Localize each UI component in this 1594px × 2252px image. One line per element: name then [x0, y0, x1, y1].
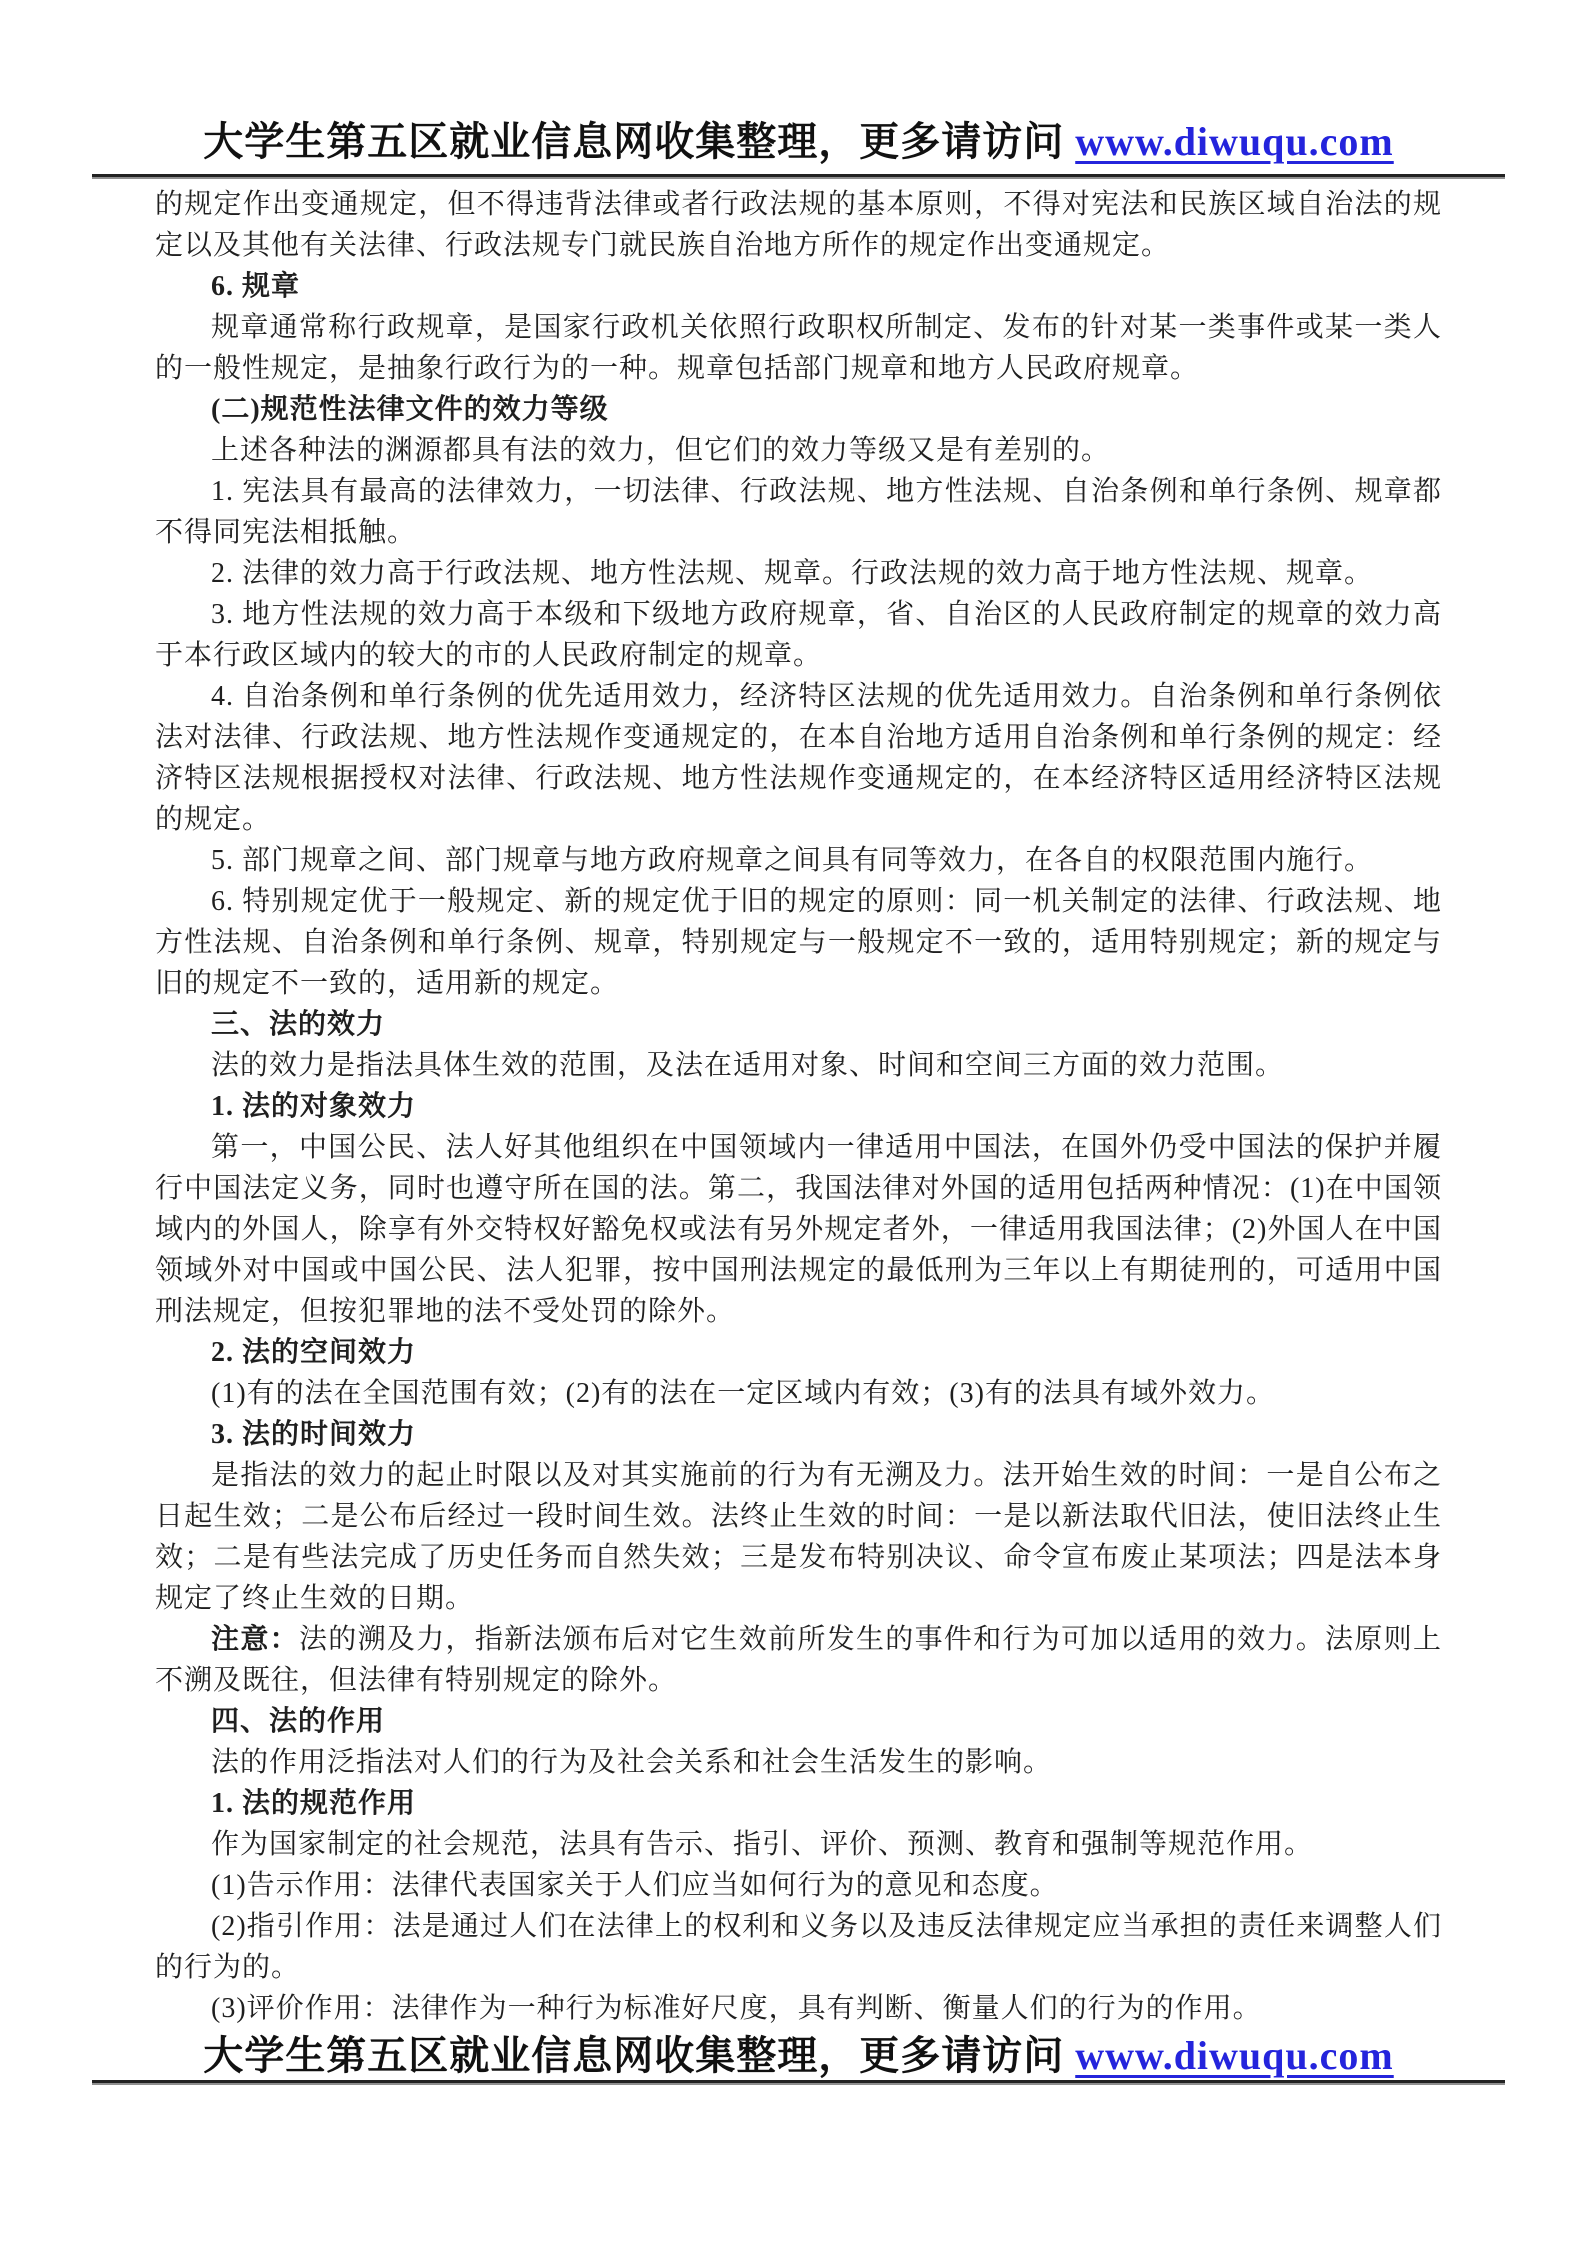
paragraph: (3)评价作用：法律作为一种行为标准好尺度，具有判断、衡量人们的行为的作用。 — [211, 1993, 1262, 2024]
paragraph: 上述各种法的渊源都具有法的效力，但它们的效力等级又是有差别的。 — [211, 435, 1111, 466]
section-heading: 3. 法的时间效力 — [211, 1419, 417, 1450]
section-heading: 6. 规章 — [211, 271, 301, 302]
paragraph: 1. 宪法具有最高的法律效力，一切法律、行政法规、地方性法规、自治条例和单行条例、规章都不得同宪法相抵触。 — [155, 476, 1442, 548]
section-heading: 1. 法的对象效力 — [211, 1091, 417, 1122]
footer-divider — [92, 2080, 1505, 2085]
footer-banner — [92, 2024, 1505, 2081]
paragraph: 规章通常称行政规章，是国家行政机关依照行政职权所制定、发布的针对某一类事件或某一类人的一般性规定，是抽象行政行为的一种。规章包括部门规章和地方人民政府规章。 — [155, 312, 1442, 384]
paragraph: 4. 自治条例和单行条例的优先适用效力，经济特区法规的优先适用效力。自治条例和单行条例依法对法律、行政法规、地方性法规作变通规定的，在本自治地方适用自治条例和单行条例的规定：经济特区法规根据授权对法律、行政法规、地方性法规作变通规定的，在本经济特区适用经济特区法规的规定。 — [155, 681, 1442, 835]
paragraph: (1)有的法在全国范围有效；(2)有的法在一定区域内有效；(3)有的法具有域外效力。 — [211, 1378, 1275, 1409]
section-heading: (二)规范性法律文件的效力等级 — [211, 394, 609, 425]
document-body — [155, 184, 1442, 2029]
paragraph: 5. 部门规章之间、部门规章与地方政府规章之间具有同等效力，在各自的权限范围内施行。 — [211, 845, 1374, 876]
header-banner — [92, 110, 1505, 167]
paragraph: 的规定作出变通规定，但不得违背法律或者行政法规的基本原则，不得对宪法和民族区域自治法的规定以及其他有关法律、行政法规专门就民族自治地方所作的规定作出变通规定。 — [155, 189, 1442, 261]
paragraph: 2. 法律的效力高于行政法规、地方性法规、规章。行政法规的效力高于地方性法规、规章。 — [211, 558, 1374, 589]
paragraph: (1)告示作用：法律代表国家关于人们应当如何行为的意见和态度。 — [211, 1870, 1059, 1901]
section-heading: 三、法的效力 — [211, 1009, 386, 1040]
section-heading: 1. 法的规范作用 — [211, 1788, 417, 1819]
section-heading: 2. 法的空间效力 — [211, 1337, 417, 1368]
paragraph: 注意：法的溯及力，指新法颁布后对它生效前所发生的事件和行为可加以适用的效力。法原则上不溯及既往，但法律有特别规定的除外。 — [155, 1624, 1442, 1696]
header-site-link[interactable]: www.diwuqu.com — [1075, 119, 1394, 164]
paragraph: 第一，中国公民、法人好其他组织在中国领域内一律适用中国法，在国外仍受中国法的保护并履行中国法定义务，同时也遵守所在国的法。第二，我国法律对外国的适用包括两种情况：(1)在中国领域内的外国人，除享有外交特权好豁免权或法有另外规定者外，一律适用我国法律；(2)外国人在中国领域外对中国或中国公民、法人犯罪，按中国刑法规定的最低刑为三年以上有期徒刑的，可适用中国刑法规定，但按犯罪地的法不受处罚的除外。 — [155, 1132, 1442, 1327]
paragraph: 作为国家制定的社会规范，法具有告示、指引、评价、预测、教育和强制等规范作用。 — [211, 1829, 1314, 1860]
header-divider — [92, 174, 1505, 179]
paragraph: 3. 地方性法规的效力高于本级和下级地方政府规章，省、自治区的人民政府制定的规章的效力高于本行政区域内的较大的市的人民政府制定的规章。 — [155, 599, 1442, 671]
paragraph: 法的作用泛指法对人们的行为及社会关系和社会生活发生的影响。 — [211, 1747, 1053, 1778]
paragraph-lead: 注意： — [211, 1624, 299, 1655]
footer-site-link[interactable]: www.diwuqu.com — [1075, 2033, 1394, 2078]
paragraph: (2)指引作用：法是通过人们在法律上的权利和义务以及违反法律规定应当承担的责任来调整人们的行为的。 — [155, 1911, 1442, 1983]
paragraph: 6. 特别规定优于一般规定、新的规定优于旧的规定的原则：同一机关制定的法律、行政法规、地方性法规、自治条例和单行条例、规章，特别规定与一般规定不一致的，适用特别规定；新的规定与旧的规定不一致的，适用新的规定。 — [155, 886, 1442, 999]
paragraph: 法的效力是指法具体生效的范围，及法在适用对象、时间和空间三方面的效力范围。 — [211, 1050, 1285, 1081]
section-heading: 四、法的作用 — [211, 1706, 386, 1737]
footer-banner-text: 大学生第五区就业信息网收集整理，更多请访问 — [203, 2033, 1076, 2078]
paragraph: 是指法的效力的起止时限以及对其实施前的行为有无溯及力。法开始生效的时间：一是自公布之日起生效；二是公布后经过一段时间生效。法终止生效的时间：一是以新法取代旧法，使旧法终止生效；二是有些法完成了历史任务而自然失效；三是发布特别决议、命令宣布废止某项法；四是法本身规定了终止生效的日期。 — [155, 1460, 1442, 1614]
header-banner-text: 大学生第五区就业信息网收集整理，更多请访问 — [203, 119, 1076, 164]
